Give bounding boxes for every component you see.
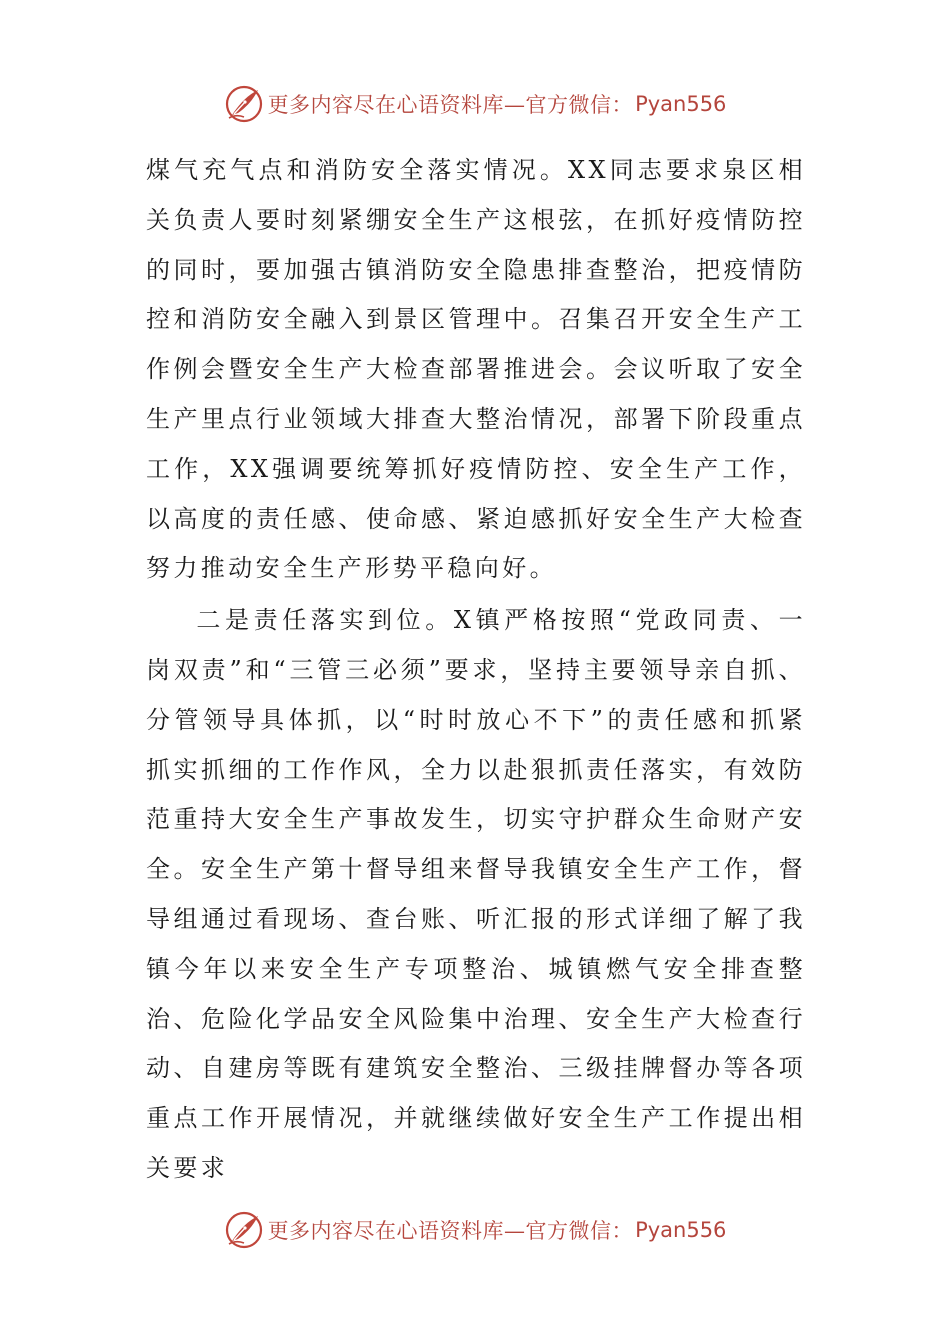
- footer-banner-text: 更多内容尽在心语资料库—官方微信：: [267, 1219, 634, 1243]
- header-banner: [0, 82, 950, 126]
- footer-wechat-id: Pyan556: [635, 1218, 727, 1242]
- footer-banner: [0, 1208, 950, 1252]
- pen-nib-logo-icon: [224, 1210, 264, 1250]
- paragraph-2: 二是责任落实到位。X镇严格按照“党政同责、一岗双责”和“三管三必须”要求，坚持主要领导亲自抓、分管领导具体抓，以“时时放心不下”的责任感和抓紧抓实抓细的工作作风，全力以赴狠抓责任落实，有效防范重持大安全生产事故发生，切实守护群众生命财产安全。安全生产第十督导组来督导我镇安全生产工作，督导组通过看现场、查台账、听汇报的形式详细了解了我镇今年以来安全生产专项整治、城镇燃气安全排查整治、危险化学品安全风险集中治理、安全生产大检查行动、自建房等既有建筑安全整治、三级挂牌督办等各项重点工作开展情况，并就继续做好安全生产工作提出相关要求: [146, 606, 806, 1182]
- pen-nib-logo-icon: [224, 84, 264, 124]
- header-wechat-id: Pyan556: [635, 92, 727, 116]
- document-body: [146, 146, 806, 1194]
- paragraph-1: 煤气充气点和消防安全落实情况。XX同志要求泉区相关负责人要时刻紧绷安全生产这根弦，在抓好疫情防控的同时，要加强古镇消防安全隐患排查整治，把疫情防控和消防安全融入到景区管理中。召集召开安全生产工作例会暨安全生产大检查部署推进会。会议听取了安全生产里点行业领域大排查大整治情况，部署下阶段重点工作，XX强调要统筹抓好疫情防控、安全生产工作，以高度的责任感、使命感、紧迫感抓好安全生产大检查努力推动安全生产形势平稳向好。: [146, 156, 806, 583]
- header-banner-text: 更多内容尽在心语资料库—官方微信：: [267, 93, 634, 117]
